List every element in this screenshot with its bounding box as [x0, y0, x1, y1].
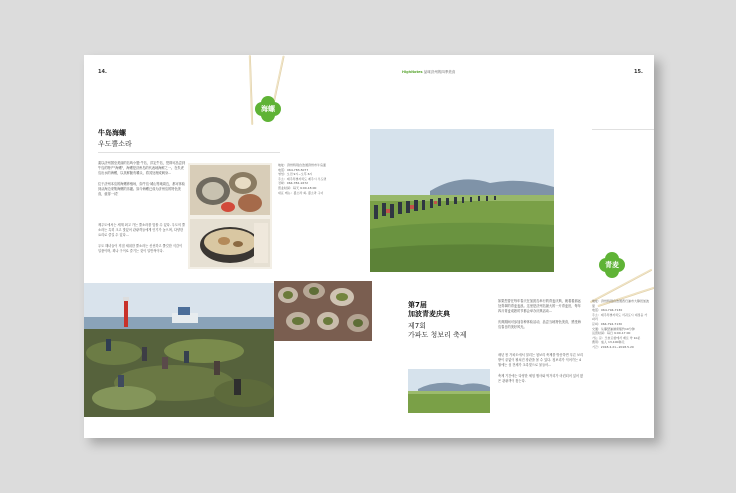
divider	[98, 152, 280, 153]
barley-field-photo	[370, 129, 554, 272]
right-page-number: 15.	[634, 69, 643, 75]
left-info-box: 地址：济州特别自治道济州市牛岛面 电话：064-783-5077 영업：오전 9시~오후 6시 주소：제주특별자치도 제주시 우도면 전화：064-782-1672 营业时间：每天 9:00-18:00 대표 메뉴：뿔소라 회, 뿔소라 구이	[278, 163, 327, 195]
event-title-ko-line2: 가파도 청보리 축제	[408, 331, 467, 339]
badge-label: 青麦	[605, 261, 619, 269]
event-body-cn: 如果您曾在每年春天在加波岛举行的青麦庆典，就看看那远处青翠的青麦麦浪。这里是济州岛最大的一片青麦田，每年四月青麦成熟时节都会举办庆典活动... 庆典期间可参加各种体验活动，品尝当地特色美食，感受海岛春日的美好风光。	[498, 299, 581, 330]
event-title-cn-line1: 第7届	[408, 301, 427, 309]
chopstick	[249, 55, 254, 125]
seafood-photo-collage	[188, 163, 272, 269]
running-head-text: 品味济州的四季美食	[423, 70, 456, 74]
event-title-ko-line1: 제7회	[408, 322, 426, 330]
article-title-ko: 우도뿔소라	[98, 140, 132, 148]
badge-label: 海螺	[261, 105, 275, 113]
right-info-box: 地址：济州特别自治道西归浦市大静邑加波里 电话：064-794-7130 주소：제주특별자치도 서귀포시 대정읍 가파리 문의：064-794-7130 交通：从摹瑟浦港乘船约10分钟 运营时间：每日 9:00-17:00 가는 길：모슬포항에서 배로 약 10분 费用：成人 13,100韩元 기간：2018.4.21~2018.5.20	[592, 299, 650, 349]
magazine-spread	[84, 55, 654, 438]
body-text-ko: 제주도에서는 세계 최고 가는 뿔소라를 맛볼 수 있다. 우도의 뿔소라는 특히 크고 맛있어 관광객들에게 인기가 높으며, 다양한 요리로 즐길 수 있다... 우도 해녀들이 직접 채취한 뿔소라는 신선하고 쫄깃한 식감이 일품이며, 회나 구이로 즐기는 것이 일반적이다.	[98, 223, 186, 254]
haenyeo-tidepool-photo	[84, 283, 274, 417]
body-text-cn: 素以济州国至美丽的岛屿小题·牛岛，洋定牛岛，您即可品尝到牛岛的特产"海螺"，海螺是济州岛的代表地海鲜之一。在朱虎岛出水的海螺，以其鲜脆有嚼头，将其处理成刺身... 位于济州本岛的海螺养殖场，如牛岛·城山等地周边，都可体验到从海边采集海螺的乐趣。如今海螺已成为济州岛的特色美食，值得一试！	[98, 161, 186, 197]
event-title-cn-line2: 加波青麦庆典	[408, 310, 450, 318]
article-title-cn: 牛岛海螺	[98, 129, 126, 137]
running-head	[402, 70, 455, 75]
left-page-number: 14.	[98, 69, 107, 75]
event-body-ko: 매년 봄 가파도에서 열리는 청보리 축제를 방문하면 푸른 보리밭이 끝없이 펼쳐진 장관을 볼 수 있다. 청보리가 익어가는 4월에는 섬 전체가 초록빛으로 물들어... 축제 기간에는 다양한 체험 행사와 먹거리가 마련되어 있어 많은 관광객이 찾는다.	[498, 353, 584, 384]
running-head-brand: HighNotes	[402, 70, 423, 74]
divider	[592, 129, 654, 130]
shellfish-photo	[274, 281, 372, 341]
barley-island-photo	[408, 369, 490, 413]
